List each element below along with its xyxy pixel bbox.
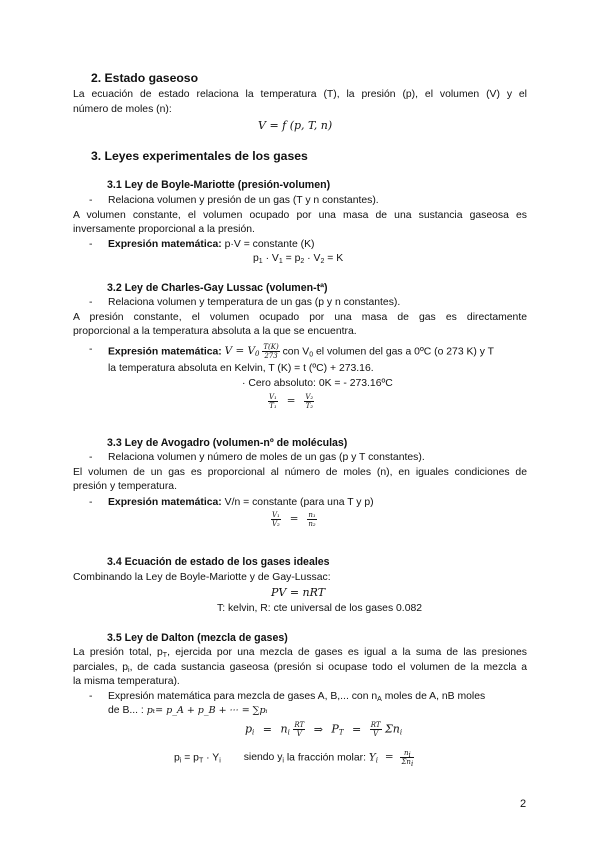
charles-heading: 3.2 Ley de Charles-Gay Lussac (volumen-tª) — [107, 282, 328, 294]
document-page: 2. Estado gaseoso La ecuación de estado relaciona la temperatura (T), la presión (p), el volumen (V) y el número de moles (n): V = f (p, T, n) 3. Leyes experimentales de los gases 3.1 Ley de Boyle-Mariotte (presión-volumen) - Relaciona volumen y presión de un gas (T y n constantes). A volumen constante, el volumen ocupado por una masa de una sustancia gaseosa es inversamente proporcional a la presión. - Expresión matemática: p·V = constante (K) $p_1 \cdot V_1 = p_2 \cdot V_2 = K$ 3.2 Ley de Charles-Gay Lussac (volumen-tª) - Relaciona volumen y temperatura de un gas (p y n constantes). A presión constante, el volumen ocupado por una masa de gas es directamente proporcional a la temperatura absoluta a la que se encuentra. - Expresión matemática: $V = V_0$ $\frac{T(K)}{273}$ con $V_0$ el volumen del gas a 0ºC (o 273 K) y T la temperatura absoluta en Kelvin, T (K) = t (ºC) + 273.16. · Cero absoluto: 0K = - 273.16ºC $\frac{\text{V₁}}{\text{T₁}}$ = $\frac{\text{V₂}}{\text{T₂}}$ 3.3 Ley de Avogadro (volumen-nº de moléculas) - Relaciona volumen y número de moles de un gas (p y T constantes). El volumen de un gas es proporcional al número de moles (n), en iguales condiciones de presión y temperatura. - Expresión matemática: V/n = constante (para una T y p) $\frac{\text{V₁}}{\text{V₂}}$ = $\frac{\text{n₁}}{\text{n₂}}$ 3.4 Ecuación de estado de los gases ideales Combinando la Ley de Boyle-Mariotte y de Gay-Lussac: PV = nRT T: kelvin, R: cte universal de los gases 0.082 3.5 Ley de Dalton (mezcla de gases) La presión total, $p_T$, ejercida por una mezcla de gases es igual a la suma de las presiones parciales, $p_i$, de cada sustancia gaseosa (presión si ocupase todo el volumen de la mezcla a la misma temperatura). - Expresión matemática para mezcla de gases A, B,... con $n_A$ moles de A, nB moles de B... : pₜ= p_A + p_B + ··· = ∑pᵢ $p_i = n_i$ $\frac{RT}{V}$ ⇒ $P_T$ = $\frac{RT}{V}$ $\Sigma n_i$ $p_i = p_T \cdot Y_i$ siendo $y_i$ la fracción molar: $Y_i$ = $\frac{n_i}{\Sigma n_i}$ 2 — [73, 71, 528, 810]
ideal-gas-equation: PV = nRT — [271, 586, 326, 599]
avogadro-ratio-equation: $\frac{\text{V₁}}{\text{V₂}}$ = $\frac{\text{n₁}}{\text{n₂}}$ — [272, 511, 316, 528]
avogadro-bullet-text: Relaciona volumen y número de moles de un gas (p y T constantes). — [108, 452, 425, 463]
charles-kelvin-line: la temperatura absoluta en Kelvin, T (K) = t (ºC) + 273.16. — [108, 363, 374, 374]
temperature-fraction: $\frac{T(K)}{273}$ — [263, 343, 279, 360]
expression-label: Expresión matemática: — [108, 239, 222, 250]
expression-label: Expresión matemática: — [108, 497, 222, 508]
charles-bullet-text: Relaciona volumen y temperatura de un gas (p y n constantes). — [108, 297, 401, 308]
bullet-dash: - — [89, 344, 93, 355]
boyle-equation: $p_1 \cdot V_1 = p_2 \cdot V_2 = K$ — [253, 253, 344, 265]
dalton-heading: 3.5 Ley de Dalton (mezcla de gases) — [107, 632, 288, 644]
boyle-paragraph-line-2: inversamente proporcional a la presión. — [73, 224, 255, 235]
charles-expression-math: $V = V_0$ — [224, 345, 260, 359]
dalton-mole-fraction-line: $p_i = p_T \cdot Y_i$ siendo $y_i$ la fracción molar: $Y_i$ = $\frac{n_i}{\Sigma n_i}$ — [174, 749, 414, 768]
section-3-heading: 3. Leyes experimentales de los gases — [91, 149, 308, 163]
expression-label: Expresión matemática: — [108, 346, 222, 358]
boyle-bullet-text: Relaciona volumen y presión de un gas (T y n constantes). — [108, 195, 379, 206]
section-2-paragraph-line-1: La ecuación de estado relaciona la temperatura (T), la presión (p), el volumen (V) y el — [73, 89, 527, 100]
ideal-gas-heading: 3.4 Ecuación de estado de los gases ideales — [107, 556, 330, 568]
page-number: 2 — [520, 798, 527, 810]
charles-ratio-equation: $\frac{\text{V₁}}{\text{T₁}}$ = $\frac{\text{V₂}}{\text{T₂}}$ — [269, 393, 314, 410]
bullet-dash: - — [89, 239, 93, 250]
dalton-partial-pressure-equation: $p_i = n_i$ $\frac{RT}{V}$ ⇒ $P_T$ = $\frac{RT}{V}$ $\Sigma n_i$ — [245, 721, 403, 738]
boyle-paragraph-line-1: A volumen constante, el volumen ocupado por una masa de una sustancia gaseosa es — [73, 210, 527, 221]
dalton-paragraph-line-1: La presión total, $p_T$, ejercida por una mezcla de gases es igual a la suma de las presiones — [73, 647, 527, 659]
bullet-dash: - — [89, 497, 93, 508]
ideal-gas-intro: Combinando la Ley de Boyle-Mariotte y de Gay-Lussac: — [73, 572, 331, 583]
state-equation: V = f (p, T, n) — [258, 119, 333, 132]
bullet-dash: - — [89, 691, 93, 702]
boyle-heading: 3.1 Ley de Boyle-Mariotte (presión-volumen) — [107, 179, 331, 191]
avogadro-paragraph-line-2: presión y temperatura. — [73, 481, 177, 492]
section-2-heading: 2. Estado gaseoso — [91, 71, 199, 85]
bullet-dash: - — [89, 297, 93, 308]
charles-paragraph-line-2: proporcional a la temperatura absoluta a la que se encuentra. — [73, 326, 357, 337]
boyle-expression-text: p·V = constante (K) — [221, 239, 315, 250]
charles-paragraph-line-1: A presión constante, el volumen ocupado por una masa de gas es directamente — [73, 312, 527, 323]
dalton-paragraph-line-3: la misma temperatura). — [73, 676, 180, 687]
dalton-bullet-line-2: de B... : pₜ= p_A + p_B + ··· = ∑pᵢ — [108, 705, 268, 716]
avogadro-paragraph-line-1: El volumen de un gas es proporcional al número de moles (n), en iguales condiciones de — [73, 467, 527, 478]
bullet-dash: - — [89, 195, 93, 206]
section-2-paragraph-line-2: número de moles (n): — [73, 104, 172, 115]
avogadro-expression-text: V/n = constante (para una T y p) — [221, 497, 374, 508]
bullet-dash: - — [89, 452, 93, 463]
dalton-paragraph-line-2: parciales, $p_i$, de cada sustancia gaseosa (presión si ocupase todo el volumen de la mezcla a — [73, 662, 528, 674]
ideal-gas-note: T: kelvin, R: cte universal de los gases 0.082 — [217, 603, 423, 614]
dalton-bullet-text: Expresión matemática para mezcla de gases A, B,... con $n_A$ moles de A, nB moles — [108, 691, 486, 703]
avogadro-heading: 3.3 Ley de Avogadro (volumen-nº de moléculas) — [107, 437, 348, 449]
absolute-zero-line: · Cero absoluto: 0K = - 273.16ºC — [242, 378, 393, 389]
